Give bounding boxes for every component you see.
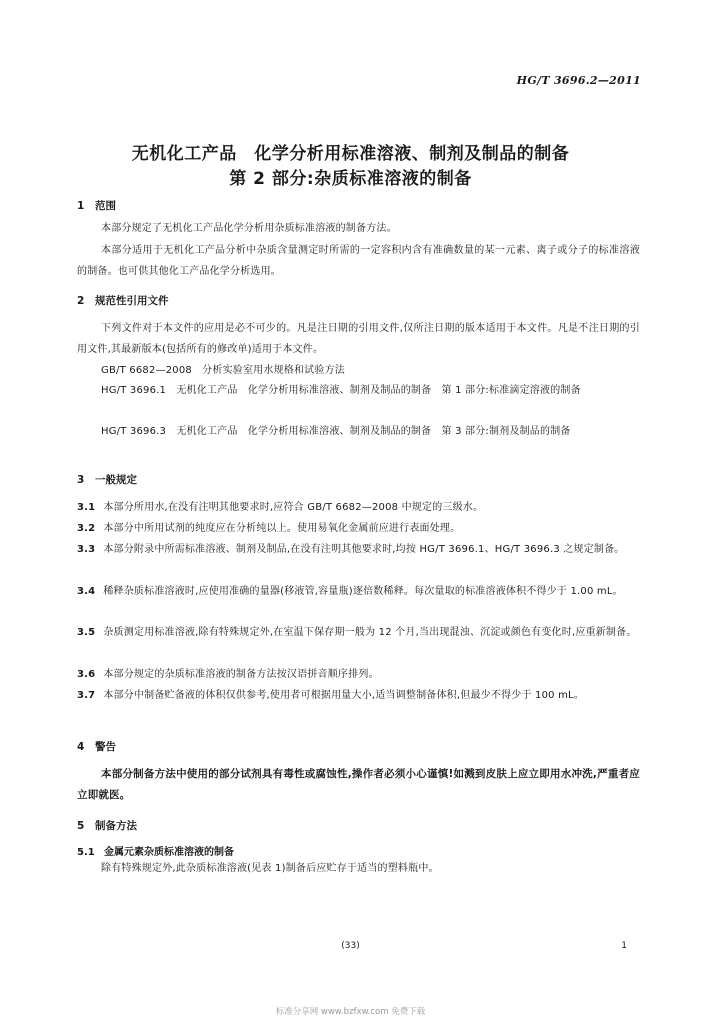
section-5-heading [77,818,137,833]
subsection-5-1-heading [77,843,234,858]
clause-number: 3.2 [77,523,96,534]
section-number: 2 [77,295,85,307]
clause-text: 本部分中制备贮备液的体积仅供参考,使用者可根据用量大小,适当调整制备体积,但最少不得少于 100 mL。 [103,690,585,701]
clause-text: 稀释杂质标准溶液时,应使用准确的量器(移液管,容量瓶)逐倍数稀释。每次量取的标准溶液体积不得少于 1.00 mL。 [103,586,623,597]
clause-3-4 [77,581,640,602]
section-1-paragraph-2: 本部分适用于无机化工产品分析中杂质含量测定时所需的一定容积内含有准确数量的某一元素、离子或分子的标准溶液的制备。也可供其他化工产品化学分析选用。 [77,245,640,277]
clause-3-2 [77,518,640,539]
clause-number: 3.6 [77,669,96,680]
reference-gbt-6682: GB/T 6682—2008 分析实验室用水规格和试验方法 [101,365,345,376]
subsection-5-1-paragraph: 除有特殊规定外,此杂质标准溶液(见表 1)制备后应贮存于适当的塑料瓶中。 [101,863,439,874]
clause-3-1 [77,497,640,518]
clause-text: 本部分规定的杂质标准溶液的制备方法按汉语拼音顺序排列。 [103,669,379,680]
clause-number: 3.7 [77,690,96,701]
document-title-line1: 无机化工产品 化学分析用标准溶液、制剂及制品的制备 [131,144,570,164]
clause-number: 3.3 [77,544,96,555]
section-2-paragraph: 下列文件对于本文件的应用是必不可少的。凡是注日期的引用文件,仅所注日期的版本适用于本文件。凡是不注日期的引用文件,其最新版本(包括所有的修改单)适用于本文件。 [77,323,640,355]
section-title: 一般规定 [95,474,137,486]
section-1-paragraph-1: 本部分规定了无机化工产品化学分析用杂质标准溶液的制备方法。 [101,223,397,234]
reference-hgt-3696-1: HG/T 3696.1 无机化工产品 化学分析用标准溶液、制剂及制品的制备 第 1 部分:标准滴定溶液的制备 [101,385,581,396]
section-title: 规范性引用文件 [95,295,169,307]
clause-text: 本部分中所用试剂的纯度应在分析纯以上。使用易氧化金属前应进行表面处理。 [103,523,461,534]
section-title: 制备方法 [95,820,137,832]
section-4-heading [77,739,116,754]
section-3-heading [77,472,137,487]
clause-number: 3.1 [77,502,96,513]
standard-code: HG/T 3696.2—2011 [516,74,641,87]
section-2-heading [77,293,169,308]
watermark-text: 标准分享网 www.bzfxw.com 免费下载 [275,1007,426,1017]
section-title: 警告 [95,741,116,753]
document-title-line2: 第 2 部分:杂质标准溶液的制备 [229,169,472,189]
clause-3-6 [77,664,640,685]
reference-hgt-3696-3: HG/T 3696.3 无机化工产品 化学分析用标准溶液、制剂及制品的制备 第 3 部分:制剂及制品的制备 [101,426,571,437]
clause-3-7 [77,685,640,706]
clause-text: 本部分所用水,在没有注明其他要求时,应符合 GB/T 6682—2008 中规定的三级水。 [103,502,484,513]
clause-3-3 [77,539,640,560]
clause-text: 杂质测定用标准溶液,除有特殊规定外,在室温下保存期一般为 12 个月,当出现混浊、沉淀或颜色有变化时,应重新制备。 [103,627,637,638]
page-number-center: (33) [341,941,360,951]
clause-3-5 [77,622,640,643]
subsection-title: 金属元素杂质标准溶液的制备 [104,847,234,858]
clause-number: 3.5 [77,627,96,638]
section-1-heading [77,198,116,213]
section-number: 4 [77,741,85,753]
section-number: 3 [77,474,85,486]
clause-text: 本部分附录中所需标准溶液、制剂及制品,在没有注明其他要求时,均按 HG/T 3696.1、HG/T 3696.3 之规定制备。 [103,544,625,555]
section-number: 1 [77,200,85,212]
section-number: 5 [77,820,85,832]
warning-paragraph: 本部分制备方法中使用的部分试剂具有毒性或腐蚀性,操作者必须小心谨慎!如溅到皮肤上应立即用水冲洗,严重者应立即就医。 [77,768,640,801]
clause-number: 3.4 [77,586,96,597]
page-number-right: 1 [621,941,627,951]
subsection-number: 5.1 [77,847,95,858]
section-title: 范围 [95,200,116,212]
